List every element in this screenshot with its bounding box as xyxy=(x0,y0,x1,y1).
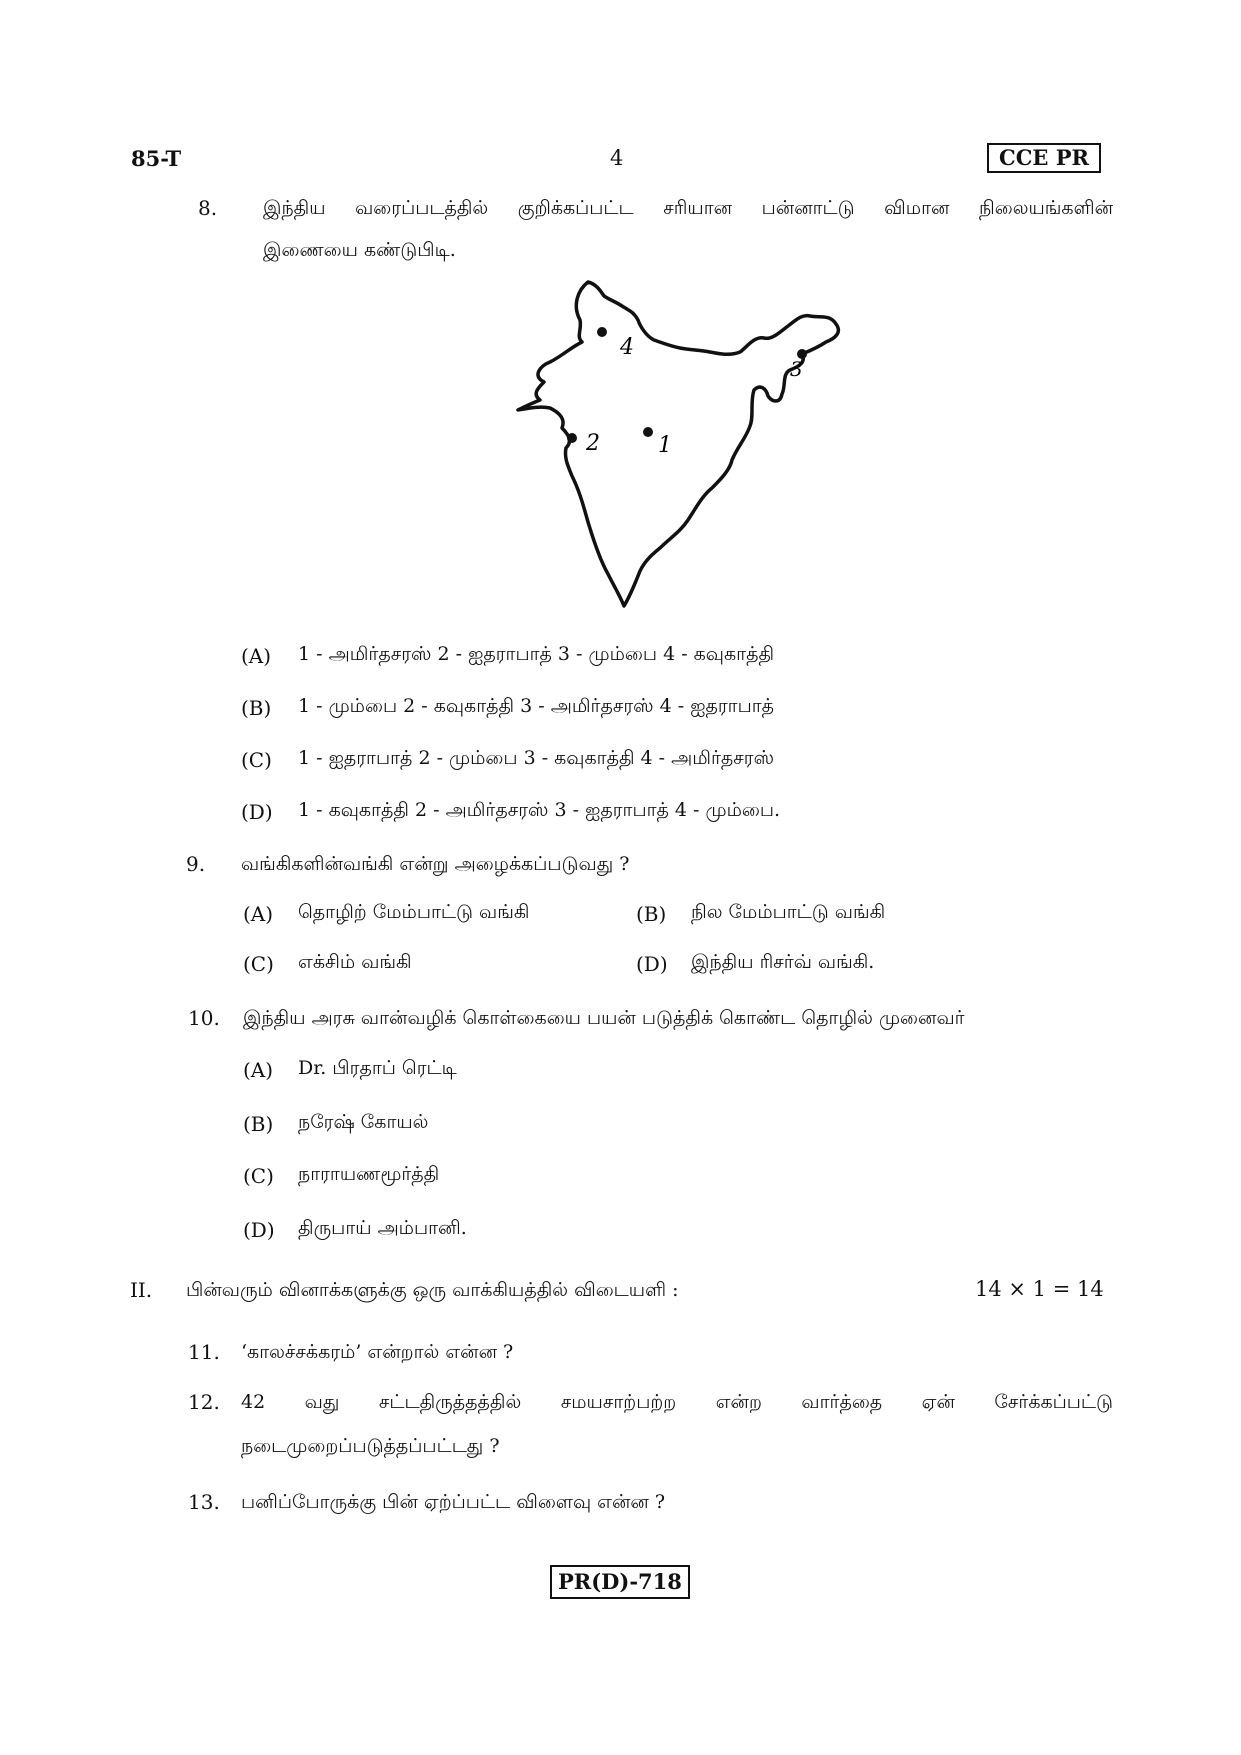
option-a-text: தொழிற் மேம்பாட்டு வங்கி xyxy=(298,901,530,923)
question-number: 9. xyxy=(186,852,206,876)
map-label-2: 2 xyxy=(586,431,600,456)
option-b-label: (B) xyxy=(241,696,272,720)
section-marks: 14 × 1 = 14 xyxy=(975,1277,1104,1301)
footer-code-box: PR(D)-718 xyxy=(550,1565,690,1599)
option-b-text: நில மேம்பாட்டு வங்கி xyxy=(691,901,886,923)
question-number: 8. xyxy=(198,196,218,220)
india-map-figure xyxy=(510,270,850,620)
option-a-label: (A) xyxy=(243,1058,274,1082)
map-label-4: 4 xyxy=(620,335,634,360)
page-number: 4 xyxy=(610,146,624,170)
question-text-line2: நடைமுறைப்படுத்தப்பட்டது ? xyxy=(241,1435,500,1457)
question-text: ‘காலச்சக்கரம்’ என்றால் என்ன ? xyxy=(241,1341,514,1363)
question-number: 11. xyxy=(188,1340,220,1364)
question-text: வங்கிகளின்வங்கி என்று அழைக்கப்படுவது ? xyxy=(241,853,630,875)
question-text: பனிப்போருக்கு பின் ஏற்ப்பட்ட விளைவு என்ன ? xyxy=(241,1491,666,1513)
option-b-label: (B) xyxy=(636,902,667,926)
question-number: 12. xyxy=(188,1390,220,1414)
question-text-line1: 42 வது சட்டதிருத்தத்தில் சமயசாற்பற்ற என்ற வார்த்தை ஏன் சேர்க்கப்பட்டு xyxy=(241,1391,1113,1413)
map-point-4-dot xyxy=(597,327,607,337)
option-d-text: இந்திய ரிசர்வ் வங்கி. xyxy=(691,951,875,973)
option-b-label: (B) xyxy=(243,1112,274,1136)
option-a-text: Dr. பிரதாப் ரெட்டி xyxy=(298,1057,457,1079)
paper-code: 85-T xyxy=(131,146,182,171)
section-instruction: பின்வரும் வினாக்களுக்கு ஒரு வாக்கியத்தில் விடையளி : xyxy=(186,1279,679,1301)
option-d-label: (D) xyxy=(241,800,273,824)
option-c-label: (C) xyxy=(243,952,274,976)
option-d-label: (D) xyxy=(636,952,668,976)
option-c-label: (C) xyxy=(243,1164,274,1188)
option-b-text: 1 - மும்பை 2 - கவுகாத்தி 3 - அமிர்தசரஸ் 4 - ஐதராபாத் xyxy=(298,695,775,717)
option-a-label: (A) xyxy=(243,902,274,926)
map-label-1: 1 xyxy=(658,433,672,458)
question-text: இந்திய அரசு வான்வழிக் கொள்கையை பயன் படுத்திக் கொண்ட தொழில் முனைவர் xyxy=(243,1007,965,1029)
map-point-2-dot xyxy=(567,433,577,443)
series-box: CCE PR xyxy=(987,143,1101,173)
map-point-1-dot xyxy=(643,427,653,437)
question-text-line1: இந்திய வரைப்படத்தில் குறிக்கப்பட்ட சரியான பன்னாட்டு விமான நிலையங்களின் xyxy=(263,197,1113,219)
option-c-text: நாராயணமூர்த்தி xyxy=(298,1163,440,1185)
option-b-text: நரேஷ் கோயல் xyxy=(298,1111,429,1133)
option-c-label: (C) xyxy=(241,748,272,772)
question-number: 13. xyxy=(188,1490,220,1514)
india-map-outline xyxy=(518,282,838,606)
option-a-text: 1 - அமிர்தசரஸ் 2 - ஐதராபாத் 3 - மும்பை 4 - கவுகாத்தி xyxy=(298,643,775,665)
section-number: II. xyxy=(130,1278,153,1302)
option-c-text: எக்சிம் வங்கி xyxy=(298,951,412,973)
option-d-label: (D) xyxy=(243,1218,275,1242)
map-label-3: 3 xyxy=(790,357,803,381)
option-d-text: திருபாய் அம்பானி. xyxy=(298,1217,467,1239)
option-a-label: (A) xyxy=(241,644,272,668)
option-c-text: 1 - ஐதராபாத் 2 - மும்பை 3 - கவுகாத்தி 4 - அமிர்தசரஸ் xyxy=(298,747,775,769)
option-d-text: 1 - கவுகாத்தி 2 - அமிர்தசரஸ் 3 - ஐதராபாத் 4 - மும்பை. xyxy=(298,799,781,821)
question-number: 10. xyxy=(188,1006,220,1030)
question-text-line2: இணையை கண்டுபிடி. xyxy=(263,239,456,261)
